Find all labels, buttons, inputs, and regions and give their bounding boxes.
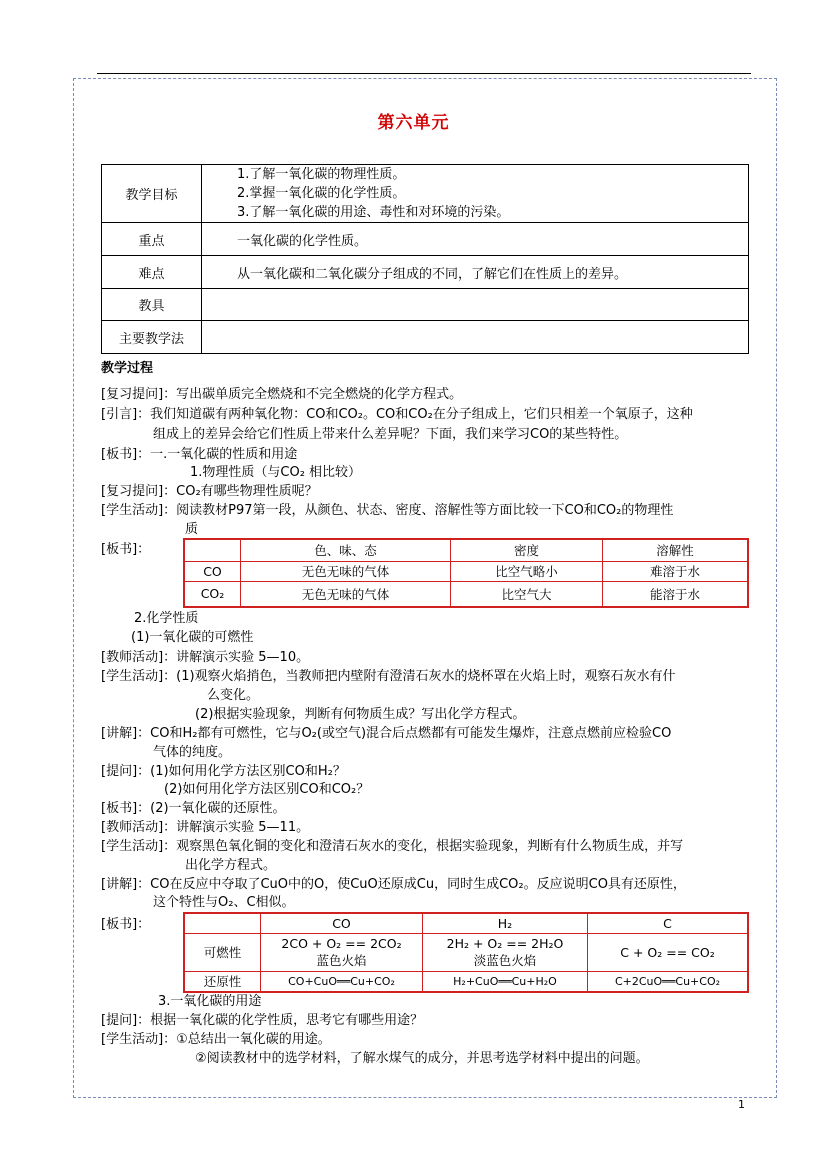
table-cell: 可燃性 bbox=[184, 933, 261, 971]
text-line: (2)如何用化学方法区别CO和CO₂？ bbox=[164, 782, 370, 797]
text-line: [讲解]：CO和H₂都有可燃性，它与O₂(或空气)混合后点燃都有可能发生爆炸，注意点燃前应检验CO bbox=[101, 726, 672, 741]
flame-text: 淡蓝色火焰 bbox=[473, 952, 537, 968]
text-line: [复习提问]：CO₂有哪些物理性质呢？ bbox=[101, 484, 318, 499]
text-line: 组成上的差异会给它们性质上带来什么差异呢？下面，我们来学习CO的某些特性。 bbox=[153, 427, 628, 442]
table-header: 溶解性 bbox=[603, 539, 749, 561]
table-header bbox=[184, 539, 241, 561]
page-title: 第六单元 bbox=[377, 113, 450, 133]
chemical-properties-table bbox=[183, 912, 749, 993]
text-line: (1)一氧化碳的可燃性 bbox=[131, 630, 254, 645]
lesson-info-table bbox=[101, 164, 749, 354]
text-line: [学生活动]：观察黑色氧化铜的变化和澄清石灰水的变化，根据实验现象，判断有什么物质生成，并写 bbox=[101, 839, 684, 854]
info-value-method bbox=[202, 321, 749, 354]
text-line: [提问]：(1)如何用化学方法区别CO和H₂？ bbox=[101, 764, 346, 779]
process-heading: 教学过程 bbox=[101, 361, 154, 376]
text-line: [复习提问]：写出碳单质完全燃烧和不完全燃烧的化学方程式。 bbox=[101, 387, 463, 402]
table-cell: H₂+CuO══Cu+H₂O bbox=[423, 971, 588, 992]
text-line: [板书]： bbox=[101, 542, 151, 557]
text-line: ②阅读教材中的选学材料，了解水煤气的成分，并思考选学材料中提出的问题。 bbox=[195, 1051, 649, 1066]
table-header bbox=[184, 913, 261, 933]
text-line: [教师活动]：讲解演示实验 5—11。 bbox=[101, 820, 310, 835]
text-line: [板书]： bbox=[101, 917, 151, 932]
equation-text: 2CO + O₂ == 2CO₂ bbox=[281, 935, 402, 951]
text-line: 出化学方程式。 bbox=[185, 858, 277, 873]
table-header: H₂ bbox=[423, 913, 588, 933]
table-cell: 难溶于水 bbox=[603, 561, 749, 581]
text-line: 3.一氧化碳的用途 bbox=[158, 994, 262, 1009]
flame-text: 蓝色火焰 bbox=[316, 952, 367, 968]
text-line: [提问]：根据一氧化碳的化学性质，思考它有哪些用途？ bbox=[101, 1013, 424, 1028]
table-cell bbox=[423, 933, 588, 971]
table-cell: C + O₂ == CO₂ bbox=[588, 933, 749, 971]
table-cell bbox=[261, 933, 423, 971]
table-cell: 比空气大 bbox=[451, 581, 603, 607]
text-line: [教师活动]：讲解演示实验 5—10。 bbox=[101, 650, 310, 665]
info-label-key: 重点 bbox=[102, 223, 202, 256]
info-label-goals: 教学目标 bbox=[102, 165, 202, 223]
goal-line: 3.了解一氧化碳的用途、毒性和对环境的污染。 bbox=[237, 205, 510, 220]
info-label-difficulty: 难点 bbox=[102, 256, 202, 289]
table-header: 密度 bbox=[451, 539, 603, 561]
text-line: 质 bbox=[185, 522, 199, 537]
table-header: C bbox=[588, 913, 749, 933]
table-cell: CO bbox=[184, 561, 241, 581]
table-cell: 能溶于水 bbox=[603, 581, 749, 607]
table-cell: 无色无味的气体 bbox=[241, 561, 451, 581]
table-cell: 还原性 bbox=[184, 971, 261, 992]
info-label-tools: 教具 bbox=[102, 289, 202, 321]
goal-line: 1.了解一氧化碳的物理性质。 bbox=[237, 167, 406, 182]
table-cell: CO₂ bbox=[184, 581, 241, 607]
physical-properties-table bbox=[183, 538, 749, 608]
text-line: 1.物理性质（与CO₂ 相比较） bbox=[190, 465, 362, 480]
text-line: [板书]：一.一氧化碳的性质和用途 bbox=[101, 447, 298, 462]
table-header: 色、味、态 bbox=[241, 539, 451, 561]
header-rule bbox=[97, 73, 751, 74]
table-header: CO bbox=[261, 913, 423, 933]
page-number: 1 bbox=[738, 1098, 745, 1111]
text-line: 气体的纯度。 bbox=[153, 745, 232, 760]
text-line: (2)根据实验现象，判断有何物质生成？写出化学方程式。 bbox=[195, 707, 526, 722]
info-value-difficulty: 从一氧化碳和二氧化碳分子组成的不同，了解它们在性质上的差异。 bbox=[202, 256, 749, 289]
text-line: [引言]：我们知道碳有两种氧化物：CO和CO₂。CO和CO₂在分子组成上，它们只相差一个氧原子，这种 bbox=[101, 407, 693, 422]
text-line: 么变化。 bbox=[207, 688, 260, 703]
text-line: [学生活动]：阅读教材P97第一段，从颜色、状态、密度、溶解性等方面比较一下CO和CO₂的物理性 bbox=[101, 503, 674, 518]
table-cell: 比空气略小 bbox=[451, 561, 603, 581]
table-cell: C+2CuO══Cu+CO₂ bbox=[588, 971, 749, 992]
table-cell: CO+CuO══Cu+CO₂ bbox=[261, 971, 423, 992]
text-line: [学生活动]：(1)观察火焰捎色，当教师把内壁附有澄清石灰水的烧杯罩在火焰上时，观察石灰水有什 bbox=[101, 669, 676, 684]
equation-text: 2H₂ + O₂ == 2H₂O bbox=[446, 935, 564, 951]
info-value-tools bbox=[202, 289, 749, 321]
text-line: [板书]：(2)一氧化碳的还原性。 bbox=[101, 801, 286, 816]
text-line: 这个特性与O₂、C相似。 bbox=[153, 895, 295, 910]
info-value-goals bbox=[202, 165, 749, 223]
goal-line: 2.掌握一氧化碳的化学性质。 bbox=[237, 186, 406, 201]
text-line: [学生活动]：①总结出一氧化碳的用途。 bbox=[101, 1032, 331, 1047]
table-cell: 无色无味的气体 bbox=[241, 581, 451, 607]
info-value-key: 一氧化碳的化学性质。 bbox=[202, 223, 749, 256]
text-line: [讲解]：CO在反应中夺取了CuO中的O，使CuO还原成Cu，同时生成CO₂。反应说明CO具有还原性， bbox=[101, 877, 686, 892]
info-label-method: 主要教学法 bbox=[102, 321, 202, 354]
text-line: 2.化学性质 bbox=[134, 611, 199, 626]
